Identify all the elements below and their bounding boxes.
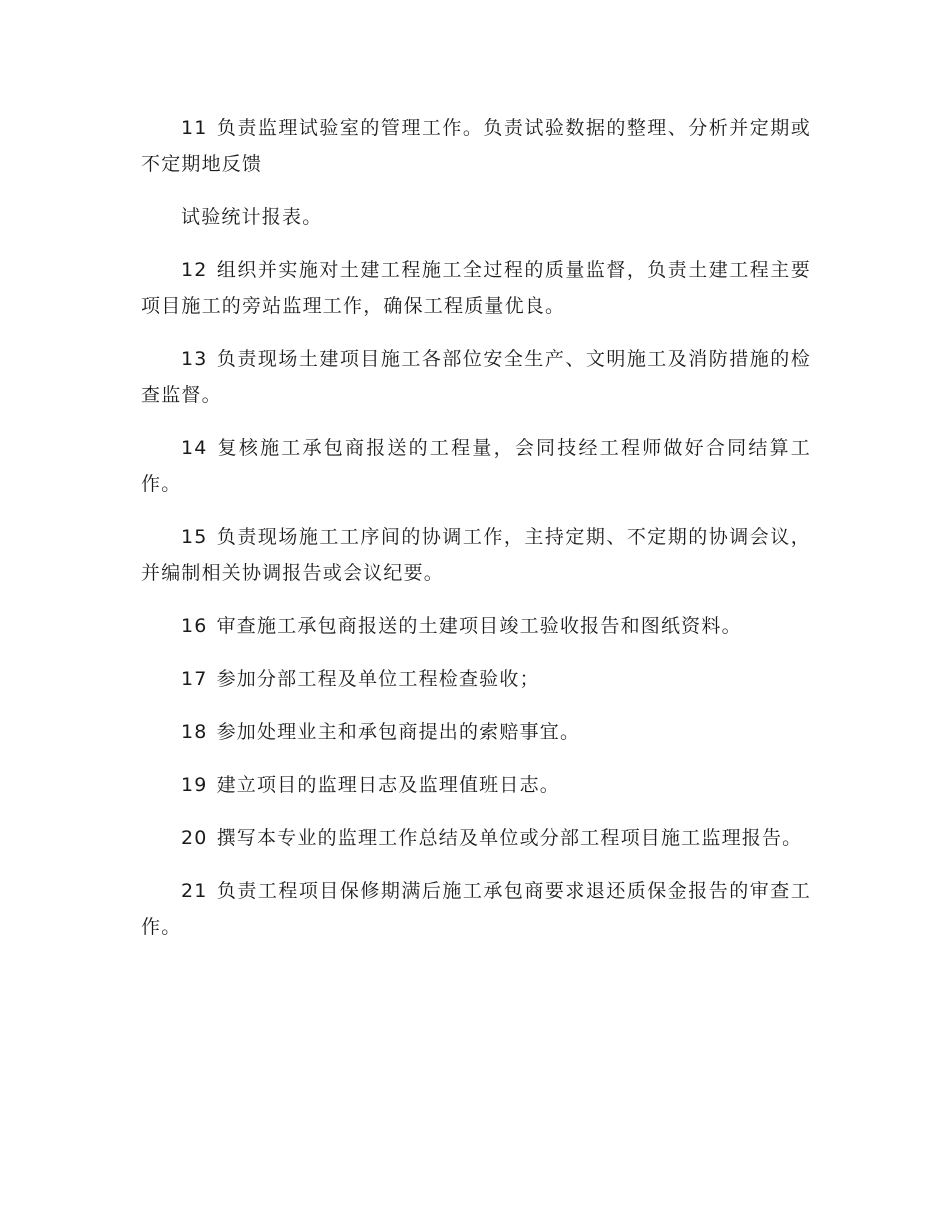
paragraph-text: 负责监理试验室的管理工作。负责试验数据的整理、分析并定期或不定期地反馈 [141,117,811,175]
paragraph-text: 撰写本专业的监理工作总结及单位或分部工程项目施工监理报告。 [216,827,803,849]
item-number: 20 [181,827,208,849]
item-number: 16 [181,615,208,637]
item-number: 18 [181,721,208,743]
paragraph-text: 建立项目的监理日志及监理值班日志。 [216,774,560,796]
paragraph-18 [141,714,811,750]
paragraph-11-continued [141,199,811,235]
item-number: 21 [181,880,208,902]
paragraph-text: 试验统计报表。 [181,206,323,228]
paragraph-text: 参加处理业主和承包商提出的索赔事宜。 [216,721,581,743]
paragraph-21 [141,873,811,945]
paragraph-14 [141,430,811,502]
item-number: 17 [181,668,208,690]
paragraph-13 [141,341,811,413]
item-number: 19 [181,774,208,796]
document-body [141,110,811,962]
item-number: 11 [181,117,208,139]
paragraph-20 [141,820,811,856]
paragraph-text: 负责现场土建项目施工各部位安全生产、文明施工及消防措施的检查监督。 [141,348,811,406]
paragraph-12 [141,252,811,324]
item-number: 13 [181,348,208,370]
paragraph-19 [141,767,811,803]
paragraph-16 [141,608,811,644]
item-number: 15 [181,526,208,548]
paragraph-text: 负责现场施工工序间的协调工作，主持定期、不定期的协调会议，并编制相关协调报告或会议纪要。 [141,526,811,584]
paragraph-text: 组织并实施对土建工程施工全过程的质量监督，负责土建工程主要项目施工的旁站监理工作，确保工程质量优良。 [141,259,811,317]
paragraph-text: 参加分部工程及单位工程检查验收； [216,668,540,690]
paragraph-17 [141,661,811,697]
paragraph-text: 审查施工承包商报送的土建项目竣工验收报告和图纸资料。 [216,615,742,637]
paragraph-text: 复核施工承包商报送的工程量，会同技经工程师做好合同结算工作。 [141,437,811,495]
item-number: 14 [181,437,208,459]
paragraph-11 [141,110,811,182]
item-number: 12 [181,259,208,281]
paragraph-15 [141,519,811,591]
paragraph-text: 负责工程项目保修期满后施工承包商要求退还质保金报告的审查工作。 [141,880,811,938]
